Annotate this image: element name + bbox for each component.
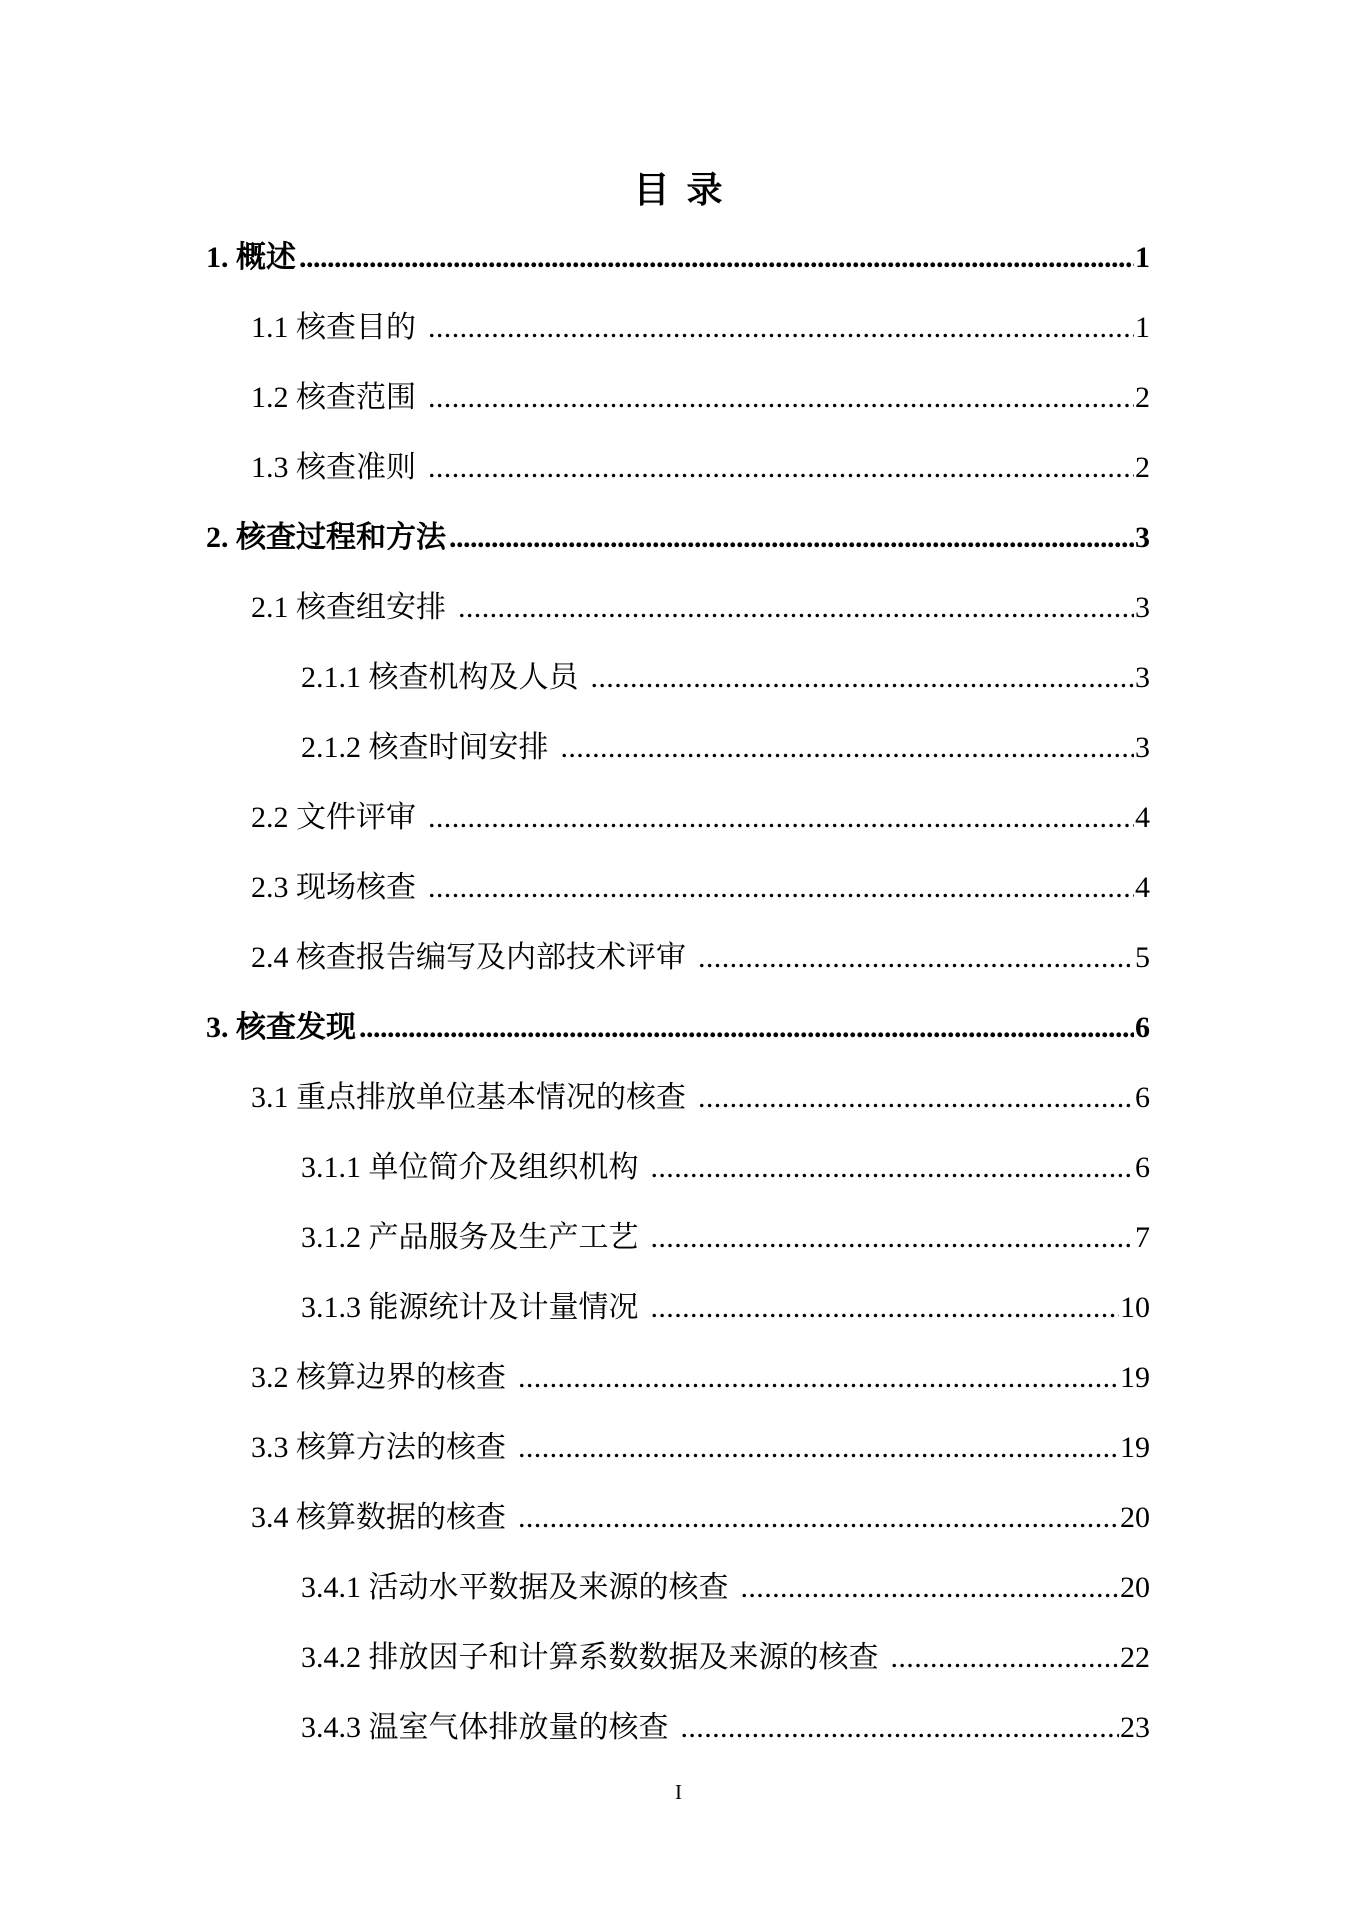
toc-entry-page-number: 3	[1135, 521, 1150, 554]
toc-leader-dots	[428, 433, 1134, 503]
toc-entry[interactable]	[206, 1203, 1150, 1273]
toc-entry[interactable]	[206, 223, 1150, 293]
toc-entry-page-number: 22	[1120, 1641, 1150, 1674]
toc-entry-page-number: 19	[1120, 1361, 1150, 1394]
toc-entry-label: 2.1.2 核查时间安排	[301, 731, 549, 764]
toc-entry[interactable]	[206, 363, 1150, 433]
toc-entry[interactable]	[206, 1343, 1150, 1413]
toc-entry[interactable]	[206, 713, 1150, 783]
toc-entry[interactable]	[206, 993, 1150, 1063]
toc-leader-dots	[891, 1623, 1120, 1693]
toc-entry-page-number: 1	[1135, 241, 1150, 274]
toc-entry[interactable]	[206, 503, 1150, 573]
toc-entry-page-number: 20	[1120, 1501, 1150, 1534]
toc-entry-label: 2. 核查过程和方法	[206, 521, 446, 554]
toc-entry[interactable]	[206, 1693, 1150, 1763]
toc-leader-dots	[698, 1063, 1134, 1133]
toc-entry[interactable]	[206, 1623, 1150, 1693]
toc-entry[interactable]	[206, 1553, 1150, 1623]
toc-entry-label: 3.1.1 单位简介及组织机构	[301, 1151, 639, 1184]
toc-entry[interactable]	[206, 783, 1150, 853]
toc-leader-dots	[518, 1343, 1119, 1413]
toc-entry-page-number: 19	[1120, 1431, 1150, 1464]
toc-entry-page-number: 7	[1135, 1221, 1150, 1254]
toc-entry-page-number: 4	[1135, 871, 1150, 904]
toc-leader-dots	[518, 1483, 1119, 1553]
page-title: 目 录	[633, 170, 723, 210]
toc-entry-label: 1.1 核查目的	[251, 311, 416, 344]
toc-entry-page-number: 20	[1120, 1571, 1150, 1604]
toc-entry[interactable]	[206, 573, 1150, 643]
toc-entry[interactable]	[206, 923, 1150, 993]
toc-entry-page-number: 6	[1135, 1081, 1150, 1114]
toc-entry-label: 2.2 文件评审	[251, 801, 416, 834]
footer-page-number: I	[675, 1780, 682, 1804]
toc-entry-page-number: 4	[1135, 801, 1150, 834]
toc-entry-label: 1.2 核查范围	[251, 381, 416, 414]
toc-entry[interactable]	[206, 1413, 1150, 1483]
toc-leader-dots	[651, 1273, 1120, 1343]
toc-entry-page-number: 3	[1135, 591, 1150, 624]
toc-leader-dots	[428, 853, 1134, 923]
toc-entry-page-number: 2	[1135, 451, 1150, 484]
toc-leader-dots	[518, 1413, 1119, 1483]
toc-entry[interactable]	[206, 1133, 1150, 1203]
toc-entry-page-number: 6	[1135, 1151, 1150, 1184]
toc-entry-label: 2.1.1 核查机构及人员	[301, 661, 579, 694]
toc-entry-page-number: 2	[1135, 381, 1150, 414]
toc-entry-label: 1. 概述	[206, 241, 296, 274]
toc-entry-page-number: 3	[1135, 731, 1150, 764]
toc-entry-label: 3.4.1 活动水平数据及来源的核查	[301, 1571, 729, 1604]
toc-entry-label: 3.1.2 产品服务及生产工艺	[301, 1221, 639, 1254]
toc-entry[interactable]	[206, 643, 1150, 713]
toc-leader-dots	[428, 293, 1134, 363]
toc-leader-dots	[651, 1133, 1135, 1203]
toc-entry[interactable]	[206, 293, 1150, 363]
toc-leader-dots	[741, 1553, 1120, 1623]
toc-entry-label: 3.1.3 能源统计及计量情况	[301, 1291, 639, 1324]
toc-entry-label: 3. 核查发现	[206, 1011, 356, 1044]
toc-entry-label: 2.3 现场核查	[251, 871, 416, 904]
toc-entry-label: 3.2 核算边界的核查	[251, 1361, 506, 1394]
toc-entry-label: 3.3 核算方法的核查	[251, 1431, 506, 1464]
toc-entry[interactable]	[206, 1063, 1150, 1133]
toc-leader-dots	[359, 993, 1134, 1063]
toc-entry-page-number: 23	[1120, 1711, 1150, 1744]
toc-entry[interactable]	[206, 433, 1150, 503]
toc-entry-label: 3.4.3 温室气体排放量的核查	[301, 1711, 669, 1744]
toc-leader-dots	[428, 783, 1134, 853]
table-of-contents	[206, 223, 1150, 1763]
toc-leader-dots	[458, 573, 1134, 643]
toc-entry-label: 2.1 核查组安排	[251, 591, 446, 624]
toc-entry-label: 2.4 核查报告编写及内部技术评审	[251, 941, 686, 974]
toc-entry-page-number: 5	[1135, 941, 1150, 974]
toc-entry-label: 3.1 重点排放单位基本情况的核查	[251, 1081, 686, 1114]
toc-leader-dots	[698, 923, 1134, 993]
toc-entry-label: 3.4.2 排放因子和计算系数数据及来源的核查	[301, 1641, 879, 1674]
toc-entry[interactable]	[206, 1273, 1150, 1343]
toc-leader-dots	[681, 1693, 1120, 1763]
toc-entry[interactable]	[206, 853, 1150, 923]
toc-leader-dots	[428, 363, 1134, 433]
toc-entry-label: 1.3 核查准则	[251, 451, 416, 484]
toc-entry-page-number: 1	[1135, 311, 1150, 344]
toc-leader-dots	[561, 713, 1135, 783]
toc-entry-label: 3.4 核算数据的核查	[251, 1501, 506, 1534]
toc-entry-page-number: 3	[1135, 661, 1150, 694]
toc-leader-dots	[651, 1203, 1135, 1273]
toc-entry-page-number: 10	[1120, 1291, 1150, 1324]
toc-leader-dots	[449, 503, 1134, 573]
toc-entry-page-number: 6	[1135, 1011, 1150, 1044]
toc-leader-dots	[591, 643, 1135, 713]
toc-entry[interactable]	[206, 1483, 1150, 1553]
toc-leader-dots	[299, 223, 1134, 293]
